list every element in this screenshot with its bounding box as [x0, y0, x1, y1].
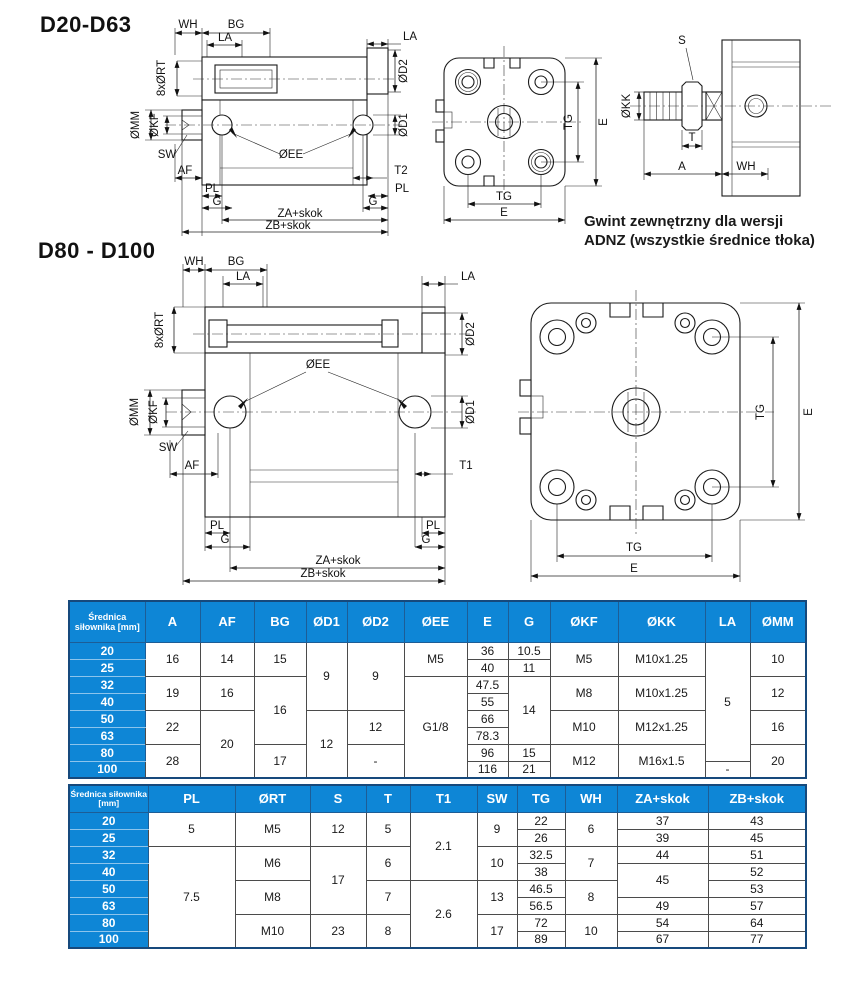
dim-label-t2: T2: [394, 165, 408, 177]
t2-row-20: [69, 812, 806, 829]
cylinder-geometry: [166, 307, 476, 517]
t1-cell: M12: [550, 744, 618, 778]
t1-cell: 40: [467, 659, 508, 676]
t1-cell: 14: [200, 642, 254, 676]
t2-cell: 39: [617, 829, 708, 846]
dim-label-za: ZA+skok: [315, 555, 361, 567]
t2-cell: 23: [310, 914, 366, 948]
dim-label-oee: ØEE: [305, 359, 331, 371]
t2-cell: 7.5: [148, 846, 235, 948]
t2-cell: 13: [477, 880, 517, 914]
t2-cell: 51: [708, 846, 806, 863]
t1-header-okk: ØKK: [618, 601, 705, 642]
t1-cell: 12: [347, 710, 404, 744]
t1-header-af: AF: [200, 601, 254, 642]
t1-cell: 66: [467, 710, 508, 727]
t1-cell: 96: [467, 744, 508, 761]
t2-cell: 45: [708, 829, 806, 846]
dim-label-okf: ØKF: [149, 113, 161, 137]
t2-cell: M10: [235, 914, 310, 948]
adnz-caption: [584, 212, 846, 250]
t1-cell: 20: [750, 744, 806, 778]
dim-label-zb: ZB+skok: [265, 220, 311, 232]
t1-header-a: A: [145, 601, 200, 642]
dim-label-e-bottom: E: [630, 563, 638, 575]
t2-cell: 57: [708, 897, 806, 914]
t1-header-diameter: Średnica siłownika [mm]: [69, 601, 145, 642]
t1-header-e: E: [467, 601, 508, 642]
dim-label-bg: BG: [227, 19, 245, 31]
t1-row-label: 50: [69, 710, 145, 727]
t2-cell: 7: [565, 846, 617, 880]
t2-cell: 10: [565, 914, 617, 948]
t1-cell: 116: [467, 761, 508, 778]
t1-header-od2: ØD2: [347, 601, 404, 642]
t1-cell: 9: [306, 642, 347, 710]
t2-cell: 10: [477, 846, 517, 880]
t1-cell: 9: [347, 642, 404, 710]
t1-row-label: 20: [69, 642, 145, 659]
dim-label-pl-left: PL: [204, 183, 220, 195]
dim-label-a: A: [678, 161, 686, 173]
dim-label-wh: WH: [178, 19, 198, 31]
t2-cell: 9: [477, 812, 517, 846]
t2-header-s: S: [310, 785, 366, 812]
dim-label-tg-vert: TG: [563, 114, 575, 130]
t1-header-row: [69, 601, 806, 642]
t2-header-wh: WH: [565, 785, 617, 812]
t1-cell: 19: [145, 676, 200, 710]
end-cap-geometry: [518, 290, 774, 536]
t1-cell: 16: [145, 642, 200, 676]
t1-cell: 15: [254, 642, 306, 676]
dim-label-8xort: 8xØRT: [156, 59, 168, 97]
t2-cell: 46.5: [517, 880, 565, 897]
t1-row-label: 32: [69, 676, 145, 693]
dim-label-sw: SW: [158, 442, 178, 454]
t1-cell: M12x1.25: [618, 710, 705, 744]
drawing-d80-d100-front-view: [512, 268, 842, 593]
t2-cell: 2.6: [410, 880, 477, 948]
dim-label-wh: WH: [736, 161, 756, 173]
dim-label-af: AF: [184, 460, 200, 472]
t2-cell: 56.5: [517, 897, 565, 914]
t2-cell: M6: [235, 846, 310, 880]
thread-geometry: [630, 40, 834, 196]
dim-label-g-left: G: [212, 196, 222, 208]
t1-header-od1: ØD1: [306, 601, 347, 642]
t1-cell: 16: [750, 710, 806, 744]
t2-cell: 38: [517, 863, 565, 880]
dim-label-omm: ØMM: [129, 397, 141, 427]
t1-cell: 10.5: [508, 642, 550, 659]
t2-header-zb: ZB+skok: [708, 785, 806, 812]
t2-cell: 6: [366, 846, 410, 880]
t2-row-label: 40: [69, 863, 148, 880]
dim-label-sw: SW: [157, 149, 177, 161]
t2-header-t1: T1: [410, 785, 477, 812]
t2-row-label: 32: [69, 846, 148, 863]
t1-header-bg: BG: [254, 601, 306, 642]
t1-row-label: 40: [69, 693, 145, 710]
dim-label-zb: ZB+skok: [300, 568, 346, 580]
t1-cell: 55: [467, 693, 508, 710]
t2-cell: 45: [617, 863, 708, 897]
dim-label-e-vert: E: [803, 408, 815, 416]
t1-header-okf: ØKF: [550, 601, 618, 642]
dim-label-e-vert: E: [598, 118, 610, 126]
t2-cell: 5: [148, 812, 235, 846]
t1-cell: 16: [254, 676, 306, 744]
t1-cell: 21: [508, 761, 550, 778]
t1-cell: -: [347, 744, 404, 778]
t1-cell: 12: [750, 676, 806, 710]
t2-cell: 52: [708, 863, 806, 880]
t2-cell: 54: [617, 914, 708, 931]
dim-label-pl-right: PL: [394, 183, 410, 195]
section-title-d20-d63: D20-D63: [40, 12, 132, 37]
drawing-adnz-thread-view: [622, 28, 842, 223]
t2-cell: 8: [565, 880, 617, 914]
dim-label-wh: WH: [184, 256, 204, 268]
dim-label-la: LA: [235, 271, 251, 283]
t1-header-g: G: [508, 601, 550, 642]
cylinder-geometry: [165, 48, 402, 185]
t2-cell: 17: [310, 846, 366, 914]
t2-header-diameter: Średnica siłownika [mm]: [69, 785, 148, 812]
t1-row-label: 100: [69, 761, 145, 778]
dimension-table-1: [68, 600, 807, 779]
dim-label-g-left: G: [220, 534, 230, 546]
t1-row-32: [69, 676, 806, 693]
t2-header-sw: SW: [477, 785, 517, 812]
t2-cell: 22: [517, 812, 565, 829]
t2-cell: 26: [517, 829, 565, 846]
t1-cell: 15: [508, 744, 550, 761]
t2-row-label: 20: [69, 812, 148, 829]
t2-cell: 89: [517, 931, 565, 948]
dim-label-okk: ØKK: [621, 93, 633, 119]
t2-row-label: 50: [69, 880, 148, 897]
t2-cell: 44: [617, 846, 708, 863]
t1-header-oee: ØEE: [404, 601, 467, 642]
t2-row-label: 100: [69, 931, 148, 948]
t2-cell: 53: [708, 880, 806, 897]
t1-cell: M10: [550, 710, 618, 744]
dim-label-od1: ØD1: [465, 400, 477, 424]
t1-cell: G1/8: [404, 676, 467, 778]
t1-cell: M10x1.25: [618, 676, 705, 710]
dim-label-tg-vert: TG: [755, 404, 767, 420]
t1-cell: 28: [145, 744, 200, 778]
t2-cell: 43: [708, 812, 806, 829]
t2-row-label: 80: [69, 914, 148, 931]
t2-cell: 7: [366, 880, 410, 914]
t1-cell: 14: [508, 676, 550, 744]
t1-header-la: LA: [705, 601, 750, 642]
t2-header-tg: TG: [517, 785, 565, 812]
t1-cell: 16: [200, 676, 254, 710]
dim-label-la-right: LA: [402, 31, 418, 43]
dim-label-la: LA: [217, 32, 233, 44]
t2-cell: 12: [310, 812, 366, 846]
dim-label-t1: T1: [459, 460, 473, 472]
t1-cell: 36: [467, 642, 508, 659]
t2-header-row: [69, 785, 806, 812]
t2-header-pl: PL: [148, 785, 235, 812]
dim-label-od2: ØD2: [398, 59, 410, 83]
t2-cell: M5: [235, 812, 310, 846]
dim-label-od1: ØD1: [398, 113, 410, 137]
t2-cell: 17: [477, 914, 517, 948]
dim-label-bg: BG: [227, 256, 245, 268]
t2-cell: 77: [708, 931, 806, 948]
dim-label-e-bottom: E: [500, 207, 508, 219]
section-title-d80-d100: D80 - D100: [38, 238, 156, 263]
dim-label-t: T: [688, 132, 696, 144]
drawing-d20-d63-side-view: [125, 8, 440, 238]
dim-label-tg-bottom: TG: [496, 191, 512, 203]
t1-row-label: 63: [69, 727, 145, 744]
end-cap-geometry: [432, 46, 582, 200]
dim-label-tg-bottom: TG: [626, 542, 642, 554]
drawing-d80-d100-side-view: [128, 248, 503, 598]
t1-cell: 20: [200, 710, 254, 778]
t1-cell: M5: [550, 642, 618, 676]
t2-cell: 64: [708, 914, 806, 931]
dim-label-okf: ØKF: [148, 400, 160, 424]
dim-label-za: ZA+skok: [277, 208, 323, 220]
dim-label-pl-right: PL: [425, 520, 441, 532]
dim-label-g-right: G: [421, 534, 431, 546]
t2-cell: 72: [517, 914, 565, 931]
dim-label-af: AF: [177, 165, 193, 177]
dim-label-8xort: 8xØRT: [154, 311, 166, 349]
t1-cell: 10: [750, 642, 806, 676]
t1-cell: M10x1.25: [618, 642, 705, 676]
dim-label-s: S: [678, 35, 686, 47]
t2-header-ort: ØRT: [235, 785, 310, 812]
t2-row-label: 63: [69, 897, 148, 914]
dim-label-pl-left: PL: [209, 520, 225, 532]
t1-cell: -: [705, 761, 750, 778]
dim-label-oee: ØEE: [278, 149, 304, 161]
t1-cell: M5: [404, 642, 467, 676]
t1-header-omm: ØMM: [750, 601, 806, 642]
t1-cell: M8: [550, 676, 618, 710]
t1-cell: 11: [508, 659, 550, 676]
t1-cell: 5: [705, 642, 750, 761]
t2-cell: 6: [565, 812, 617, 846]
t2-cell: 32.5: [517, 846, 565, 863]
t2-cell: 2.1: [410, 812, 477, 880]
t1-row-label: 25: [69, 659, 145, 676]
dim-label-g-right: G: [368, 196, 378, 208]
t2-cell: 8: [366, 914, 410, 948]
dim-label-la-right: LA: [460, 271, 476, 283]
t1-row-20: [69, 642, 806, 659]
adnz-caption-line1: Gwint zewnętrzny dla wersji: [584, 213, 784, 230]
t2-cell: 37: [617, 812, 708, 829]
t1-cell: 78.3: [467, 727, 508, 744]
t2-cell: M8: [235, 880, 310, 914]
t1-cell: M16x1.5: [618, 744, 705, 778]
dim-label-omm: ØMM: [130, 110, 142, 140]
t2-header-za: ZA+skok: [617, 785, 708, 812]
adnz-caption-line2: ADNZ (wszystkie średnice tłoka): [584, 232, 815, 249]
t1-cell: 17: [254, 744, 306, 778]
dim-label-od2: ØD2: [465, 322, 477, 346]
t1-row-label: 80: [69, 744, 145, 761]
t1-cell: 22: [145, 710, 200, 744]
t1-cell: 47.5: [467, 676, 508, 693]
t2-row-label: 25: [69, 829, 148, 846]
t2-cell: 49: [617, 897, 708, 914]
t2-cell: 67: [617, 931, 708, 948]
dimension-table-2: [68, 784, 807, 949]
t2-cell: 5: [366, 812, 410, 846]
t1-cell: 12: [306, 710, 347, 778]
t2-header-t: T: [366, 785, 410, 812]
